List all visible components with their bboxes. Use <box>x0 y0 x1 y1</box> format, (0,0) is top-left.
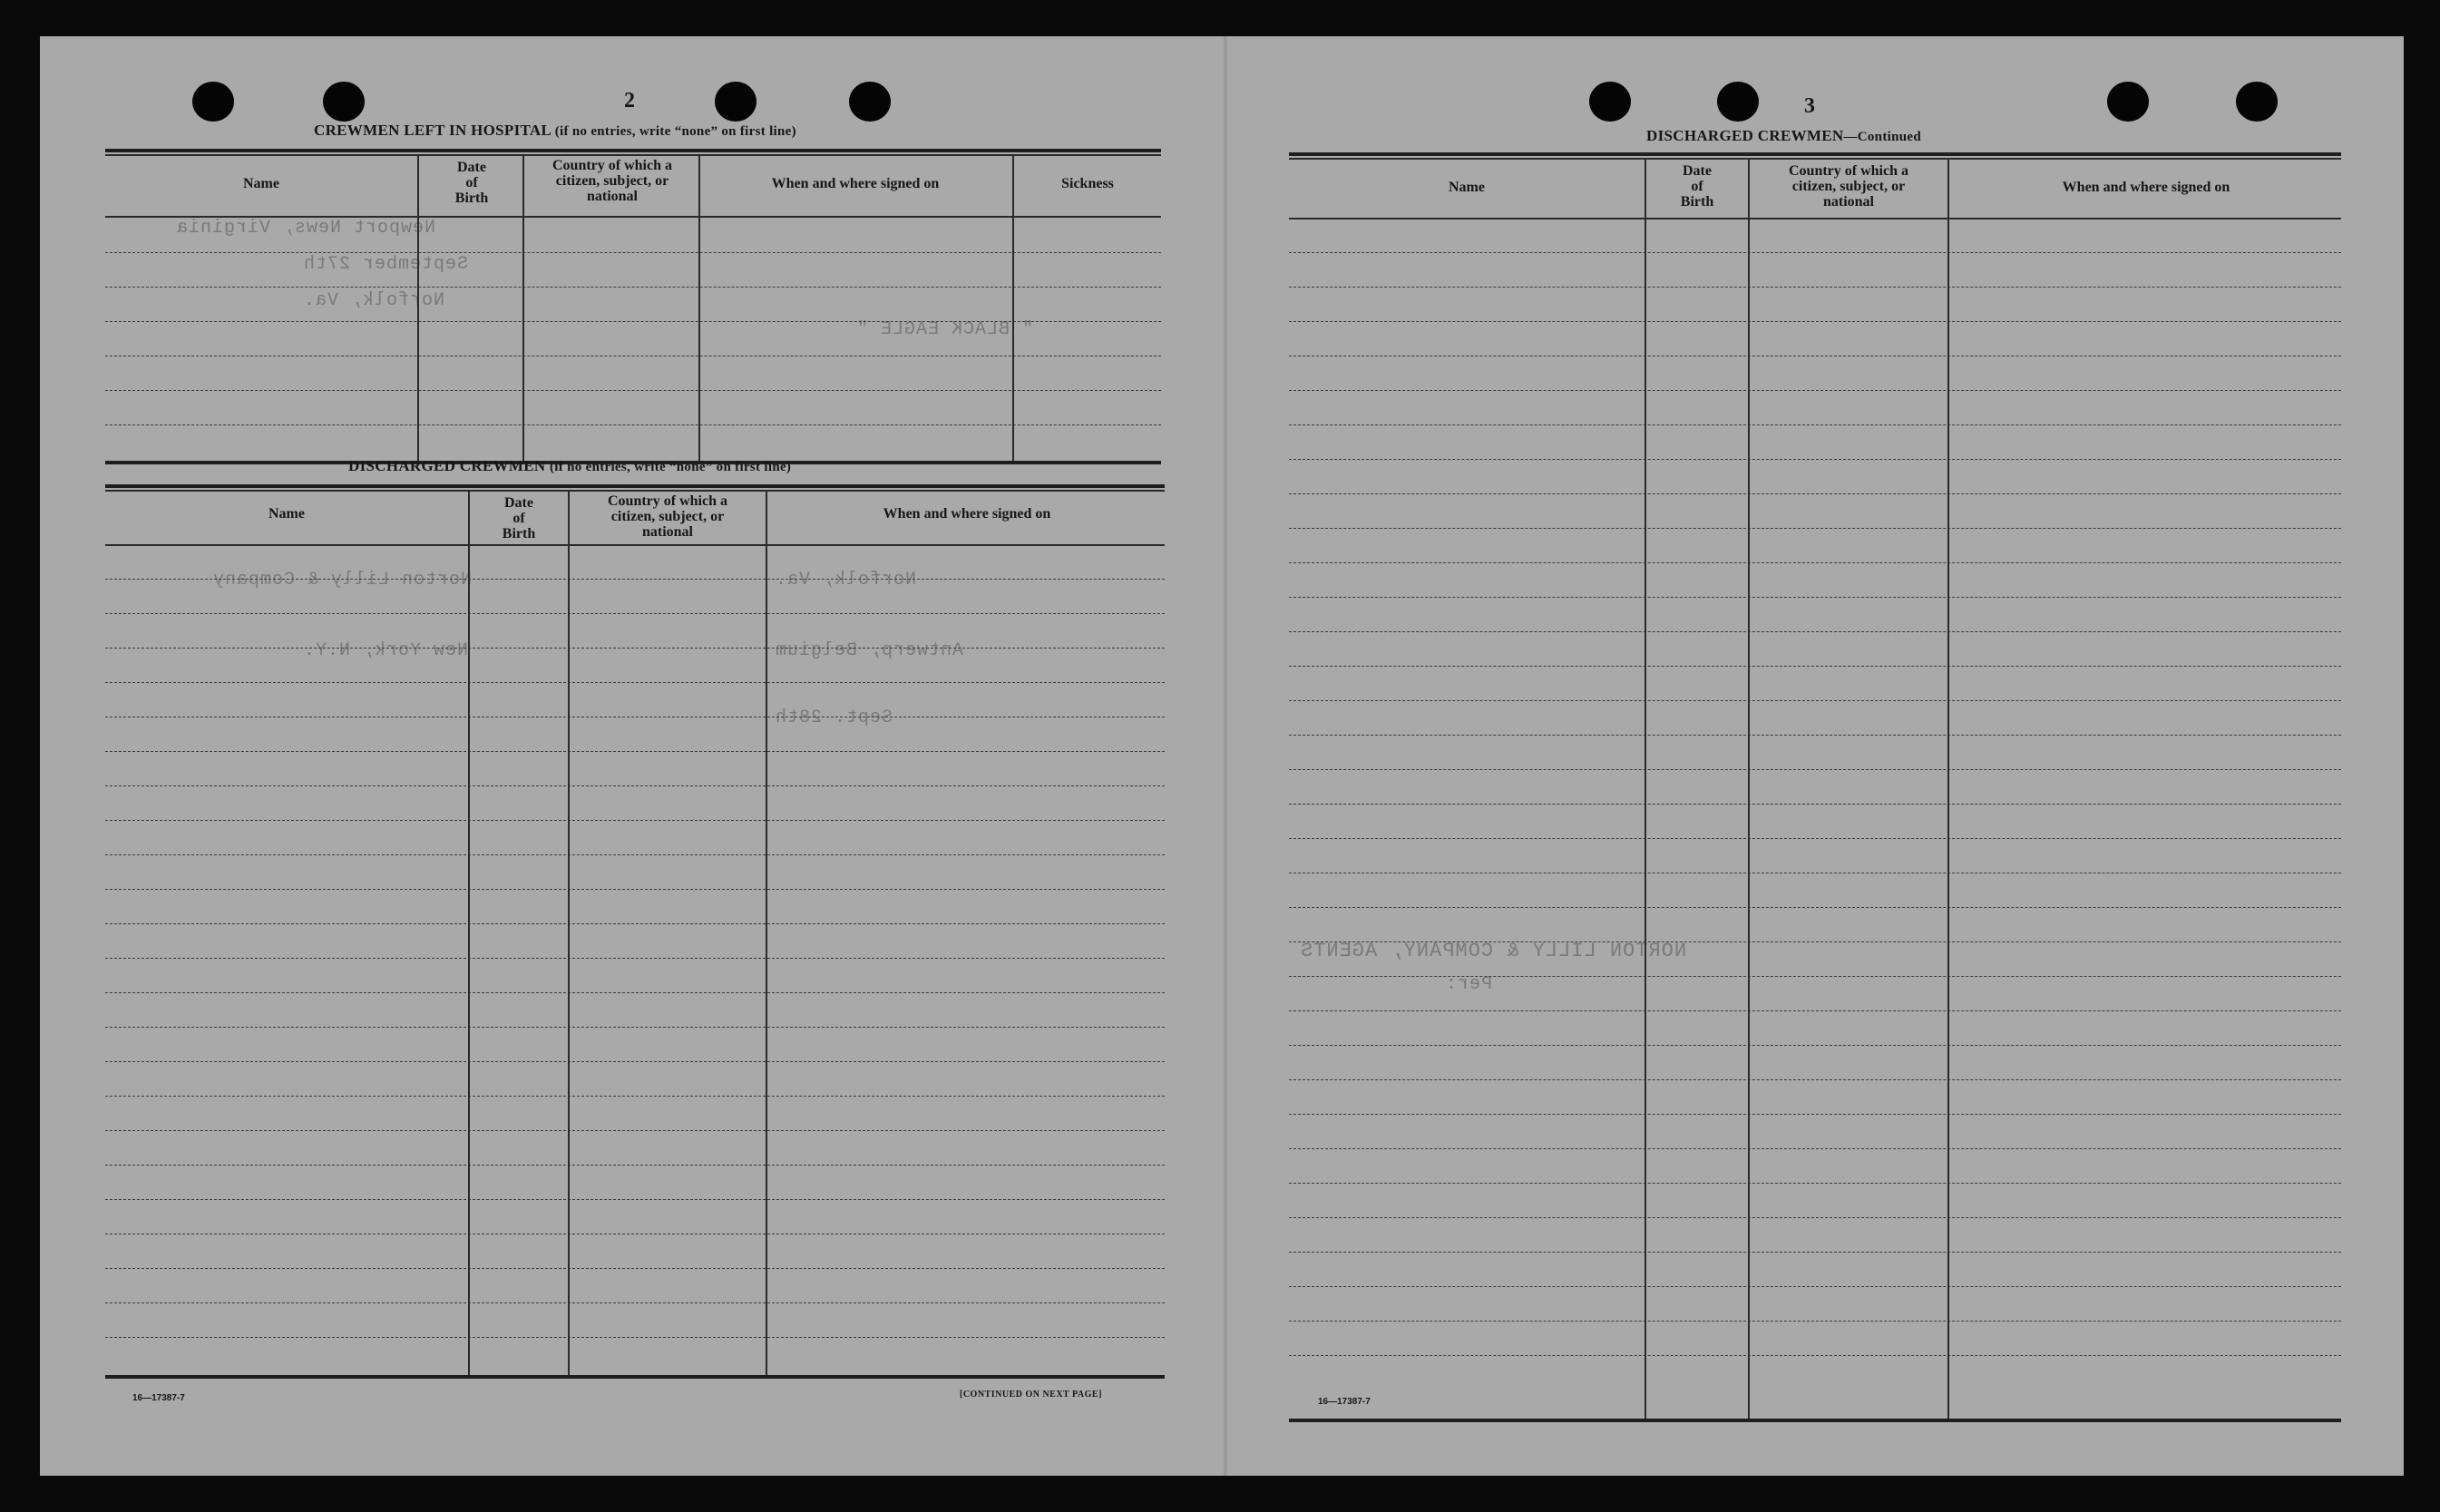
punch-hole <box>192 82 234 122</box>
bleed-through-text: Newport News, Virginia <box>176 218 436 239</box>
column-header-date-of-birth: Date of Birth <box>502 495 536 541</box>
section-title-discharged <box>348 457 791 475</box>
punch-hole <box>2236 82 2278 122</box>
section-title-discharged-continued <box>1646 127 1921 145</box>
discharged-table <box>105 484 1165 1382</box>
column-header-sickness: Sickness <box>1061 176 1114 191</box>
section-title-text: DISCHARGED CREWMEN <box>1646 127 1844 144</box>
right-page <box>1227 36 2404 1476</box>
punch-hole <box>715 82 756 122</box>
form-number: 16—17387-7 <box>132 1393 185 1403</box>
column-header-country: Country of which a citizen, subject, or national <box>1788 163 1908 210</box>
punch-hole <box>1589 82 1631 122</box>
column-header-country: Country of which a citizen, subject, or national <box>607 493 727 540</box>
left-page <box>40 36 1224 1476</box>
bleed-through-text: New York, N.Y. <box>303 640 469 661</box>
bleed-through-text: Norton Lilly & Company <box>212 570 473 590</box>
document-sheet <box>40 36 2404 1476</box>
column-header-signed-on: When and where signed on <box>771 176 940 191</box>
discharged-continued-table <box>1289 152 2341 1424</box>
column-header-signed-on: When and where signed on <box>2062 180 2230 195</box>
bleed-through-text: Per: <box>1445 974 1493 995</box>
column-header-date-of-birth: Date of Birth <box>454 160 489 206</box>
section-title-text: DISCHARGED CREWMEN <box>348 457 546 474</box>
bleed-through-text: Sept. 28th <box>775 707 893 728</box>
punch-hole <box>849 82 891 122</box>
section-title-note: (if no entries, write “none” on first line) <box>550 460 792 474</box>
column-header-name: Name <box>243 176 279 191</box>
bleed-through-text: NORTON LILLY & COMPANY, AGENTS <box>1300 940 1687 962</box>
column-header-signed-on: When and where signed on <box>883 506 1051 522</box>
punch-hole <box>2107 82 2149 122</box>
hospital-table <box>105 149 1161 464</box>
column-header-date-of-birth: Date of Birth <box>1680 163 1714 210</box>
bleed-through-text: Antwerp, Belgium <box>775 640 964 661</box>
punch-hole <box>1717 82 1759 122</box>
column-header-name: Name <box>268 506 305 522</box>
bleed-through-text: Norfolk, Va. <box>775 570 917 590</box>
section-title-hospital <box>314 122 796 140</box>
continued-note: [CONTINUED ON NEXT PAGE] <box>960 1390 1102 1400</box>
bleed-through-text: September 27th <box>303 254 469 275</box>
page-number: 2 <box>624 89 635 112</box>
page-number: 3 <box>1804 94 1815 118</box>
bleed-through-text: " BLACK EAGLE " <box>856 319 1034 340</box>
column-header-name: Name <box>1449 180 1485 195</box>
section-title-note: (if no entries, write “none” on first line) <box>554 124 796 139</box>
section-title-suffix: —Continued <box>1843 130 1921 144</box>
bleed-through-text: Norfolk, Va. <box>303 290 445 311</box>
section-title-text: CREWMEN LEFT IN HOSPITAL <box>314 122 551 139</box>
column-header-country: Country of which a citizen, subject, or national <box>551 158 672 204</box>
punch-hole <box>323 82 365 122</box>
form-number: 16—17387-7 <box>1318 1397 1371 1407</box>
